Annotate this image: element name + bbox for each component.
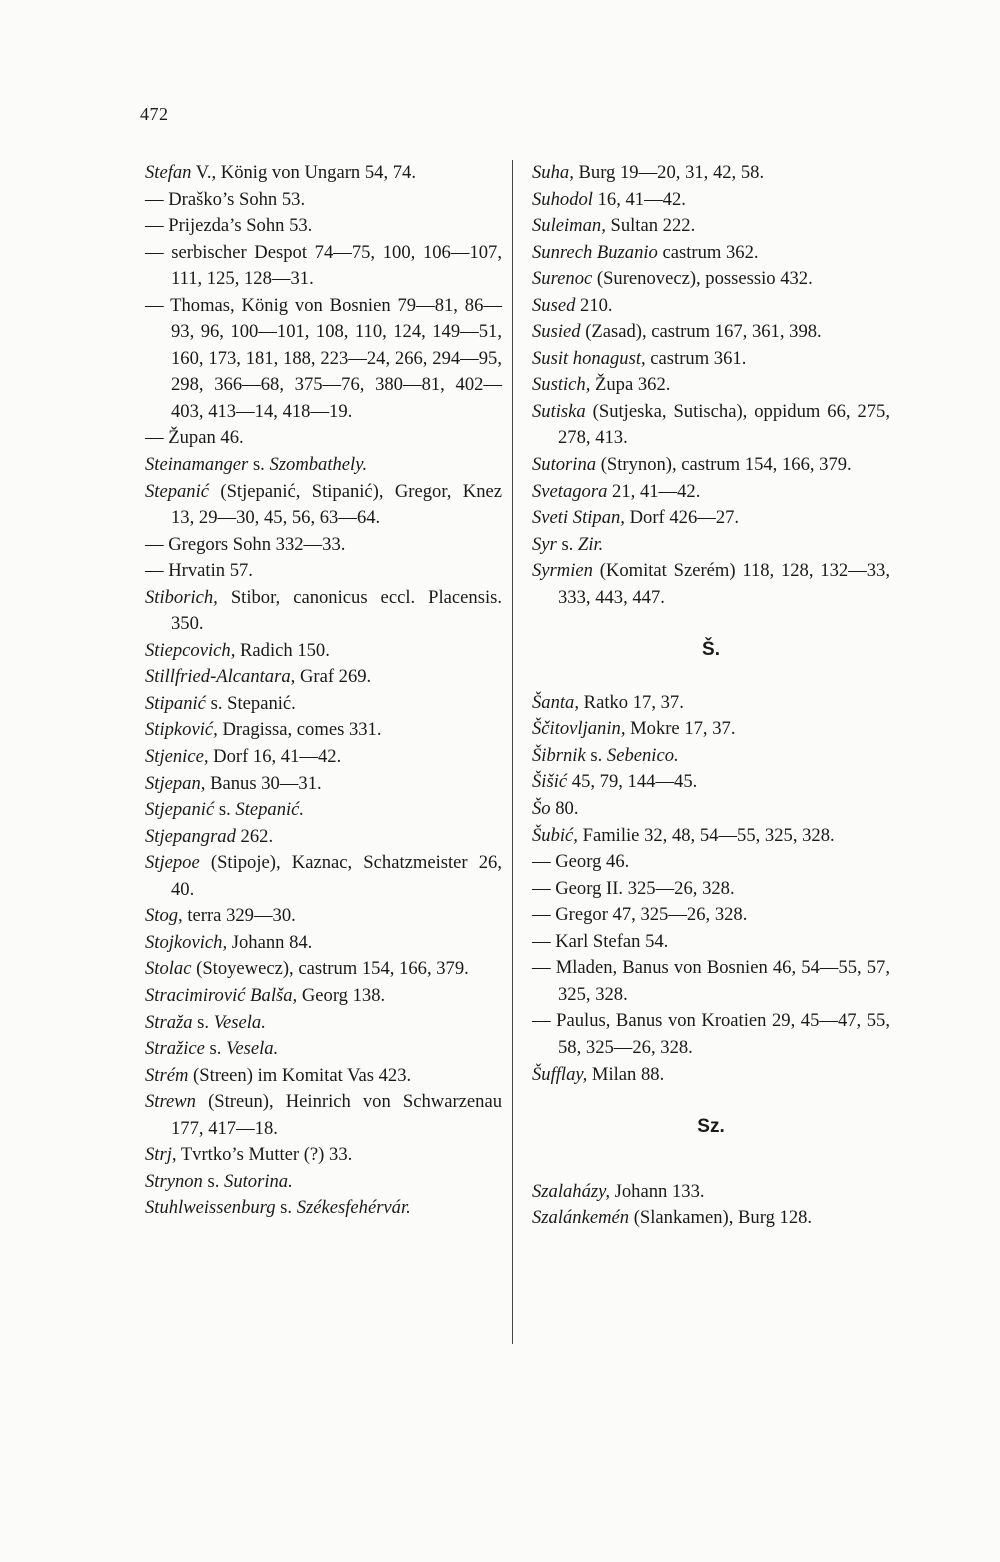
entry-keyword: Stražice	[145, 1038, 205, 1060]
index-group-s	[532, 160, 890, 611]
entry-text: (Streen) im Komitat Vas 423.	[188, 1064, 412, 1086]
index-entry	[145, 824, 502, 851]
entry-text: — Georg II. 325—26, 328.	[532, 877, 735, 899]
index-entry	[145, 213, 502, 240]
index-column-left	[145, 160, 502, 1222]
entry-keyword: Sutorina	[532, 454, 597, 476]
index-entry	[145, 479, 502, 532]
entry-keyword: Szalaházy,	[532, 1180, 610, 1202]
entry-keyword: Straža	[145, 1011, 193, 1033]
index-entry	[532, 558, 890, 611]
entry-text: — Gregor 47, 325—26, 328.	[532, 904, 748, 926]
entry-keyword: Stjenice,	[145, 746, 209, 768]
index-entry	[532, 372, 890, 399]
entry-text: 210.	[575, 294, 613, 316]
entry-keyword: Svetagora	[532, 480, 608, 502]
entry-text: Ratko 17, 37.	[579, 691, 684, 713]
entry-text: Radich 150.	[235, 639, 330, 661]
entry-keyword: Stepanić	[145, 480, 210, 502]
section-heading-sz: Sz.	[697, 1116, 725, 1138]
entry-keyword: Steinamanger	[145, 454, 249, 476]
entry-keyword: Stracimirović Balša,	[145, 984, 298, 1006]
entry-text: Dorf 16, 41—42.	[208, 746, 342, 768]
index-entry	[532, 346, 890, 373]
entry-keyword: Šufflay,	[532, 1063, 588, 1085]
entry-keyword: Stipanić	[145, 692, 206, 714]
entry-text: (Slankamen), Burg 128.	[629, 1207, 813, 1229]
entry-keyword: Šibrnik	[532, 744, 586, 766]
index-entry	[145, 1063, 502, 1090]
entry-text: — Paulus, Banus von Kroatien 29, 45—47, 55, 58, 325—26, 328.	[532, 1010, 890, 1058]
entry-cross-reference: Székesfehérvár.	[296, 1197, 411, 1219]
entry-text: Stibor, canonicus eccl. Placensis. 350.	[171, 586, 502, 635]
entry-text: — Hrvatin 57.	[145, 560, 253, 582]
entry-text: Mokre 17, 37.	[625, 718, 736, 740]
entry-keyword: Syr	[532, 533, 557, 555]
index-entry	[532, 1179, 890, 1206]
index-entry	[532, 929, 890, 956]
entry-text: Familie 32, 48, 54—55, 325, 328.	[577, 824, 835, 846]
index-entry	[145, 664, 502, 691]
entry-text: (Sutjeska, Sutischa), oppidum 66, 275, 278, 413.	[558, 400, 890, 449]
index-entry	[532, 769, 890, 796]
index-entry	[145, 983, 502, 1010]
index-entry	[145, 850, 502, 903]
entry-cross-reference: Vesela.	[213, 1011, 266, 1033]
entry-text: s.	[585, 744, 607, 766]
entry-keyword: Susit honagust,	[532, 347, 646, 369]
entry-keyword: Šo	[532, 798, 551, 820]
index-entry	[532, 902, 890, 929]
index-entry	[145, 1089, 502, 1142]
section-heading-s-caron: Š.	[702, 639, 720, 661]
index-entry	[145, 1010, 502, 1037]
entry-cross-reference: Vesela.	[226, 1038, 279, 1060]
index-entry	[532, 187, 890, 214]
index-entry	[532, 399, 890, 452]
entry-text: (Streun), Heinrich von Schwarzenau 177, 417—18.	[171, 1091, 502, 1139]
index-entry	[145, 187, 502, 214]
index-entry	[532, 876, 890, 903]
entry-text: s.	[556, 533, 578, 555]
index-group-sz	[532, 1179, 890, 1232]
entry-text: Milan 88.	[587, 1063, 665, 1085]
index-entry	[532, 505, 890, 532]
index-entry	[532, 452, 890, 479]
entry-cross-reference: Zir.	[577, 533, 604, 555]
index-entry	[145, 585, 502, 638]
entry-keyword: Sustich,	[532, 374, 591, 396]
entry-keyword: Stjepanić	[145, 799, 215, 821]
index-entry	[145, 930, 502, 957]
entry-keyword: Stjepangrad	[145, 825, 236, 847]
index-entry	[145, 1169, 502, 1196]
entry-text: — Prijezda’s Sohn 53.	[145, 215, 313, 237]
entry-text: Johann 133.	[610, 1180, 705, 1202]
index-entry	[145, 1142, 502, 1169]
entry-keyword: Sutiska	[532, 400, 586, 422]
index-entry	[145, 160, 502, 187]
entry-keyword: Šanta,	[532, 691, 580, 713]
entry-text: Georg 138.	[297, 984, 386, 1006]
index-entry	[532, 266, 890, 293]
entry-keyword: Stog,	[145, 905, 183, 927]
entry-keyword: Stolac	[145, 958, 192, 980]
entry-keyword: Ščitovljanin,	[532, 718, 626, 740]
entry-text: Sultan 222.	[605, 215, 696, 237]
entry-text: (Zasad), castrum 167, 361, 398.	[580, 321, 822, 343]
entry-text: Graf 269.	[295, 666, 372, 688]
entry-text: 80.	[550, 798, 579, 820]
entry-keyword: Susied	[532, 321, 581, 343]
index-entry	[145, 903, 502, 930]
entry-cross-reference: Szombathely.	[269, 454, 368, 476]
entry-keyword: Šišić	[532, 771, 568, 793]
entry-text: — Mladen, Banus von Bosnien 46, 54—55, 57, 325, 328.	[532, 957, 890, 1005]
index-entry	[532, 823, 890, 850]
entry-keyword: Stillfried-Alcantara,	[145, 666, 296, 688]
index-entry	[532, 1062, 890, 1089]
index-entry	[532, 690, 890, 717]
entry-text: 16, 41—42.	[592, 188, 686, 210]
entry-text: (Stoyewecz), castrum 154, 166, 379.	[191, 958, 469, 980]
index-entry	[532, 716, 890, 743]
entry-keyword: Stefan	[145, 162, 192, 183]
entry-keyword: Stojkovich,	[145, 931, 228, 953]
entry-text: Tvrtko’s Mutter (?) 33.	[176, 1144, 353, 1166]
entry-text: (Stipoje), Kaznac, Schatzmeister 26, 40.	[171, 852, 502, 900]
index-entry	[532, 213, 890, 240]
entry-text: terra 329—30.	[182, 905, 296, 927]
entry-keyword: Strynon	[145, 1170, 203, 1192]
entry-text: (Strynon), castrum 154, 166, 379.	[596, 454, 852, 476]
entry-text: s.	[275, 1197, 297, 1219]
entry-keyword: Strém	[145, 1064, 189, 1086]
index-entry	[145, 744, 502, 771]
entry-text: — Karl Stefan 54.	[532, 930, 669, 952]
page-number: 472	[140, 104, 169, 124]
index-entry	[532, 1008, 890, 1061]
index-entry	[145, 691, 502, 718]
entry-keyword: Suhodol	[532, 188, 593, 210]
index-entry	[145, 452, 502, 479]
entry-text: castrum 362.	[657, 241, 759, 263]
entry-keyword: Surenoc	[532, 268, 593, 290]
entry-cross-reference: Sutorina.	[224, 1170, 293, 1192]
entry-keyword: Stjepoe	[145, 852, 200, 874]
index-entry	[145, 956, 502, 983]
index-entry	[145, 717, 502, 744]
index-entry	[532, 319, 890, 346]
entry-text: Dorf 426—27.	[624, 507, 740, 529]
index-entry	[532, 955, 890, 1008]
entry-text: Burg 19—20, 31, 42, 58.	[573, 162, 765, 183]
entry-text: (Komitat Szerém) 118, 128, 132—33, 333, 443, 447.	[558, 560, 890, 608]
entry-text: 45, 79, 144—45.	[567, 771, 698, 793]
entry-keyword: Sveti Stipan,	[532, 507, 625, 529]
entry-keyword: Suleiman,	[532, 215, 606, 237]
entry-text: Župa 362.	[590, 374, 671, 396]
entry-text: (Stjepanić, Stipanić), Gregor, Knez 13, 29—30, 45, 56, 63—64.	[171, 480, 502, 529]
entry-keyword: Stiborich,	[145, 586, 218, 608]
index-entry	[145, 1195, 502, 1222]
entry-text: (Surenovecz), possessio 432.	[592, 268, 813, 290]
entry-keyword: Stuhlweissenburg	[145, 1197, 276, 1219]
entry-text: s.	[248, 454, 270, 476]
entry-keyword: Szalánkemén	[532, 1207, 630, 1229]
index-entry	[145, 240, 502, 293]
entry-keyword: Suha,	[532, 162, 574, 183]
entry-text: — Draško’s Sohn 53.	[145, 188, 306, 210]
entry-text: — serbischer Despot 74—75, 100, 106—107, 111, 125, 128—31.	[145, 241, 502, 290]
index-entry	[145, 425, 502, 452]
entry-text: — Župan 46.	[145, 427, 244, 449]
entry-text: s.	[202, 1170, 225, 1192]
entry-text: s.	[214, 799, 236, 821]
index-entry	[532, 796, 890, 823]
entry-text: s. Stepanić.	[205, 692, 296, 714]
index-entry	[532, 293, 890, 320]
index-entry	[145, 293, 502, 426]
index-entry	[532, 532, 890, 559]
entry-keyword: Stiepcovich,	[145, 639, 236, 661]
entry-text: 21, 41—42.	[607, 480, 701, 502]
entry-text: s.	[192, 1011, 214, 1033]
index-entry	[145, 771, 502, 798]
index-entry	[145, 1036, 502, 1063]
entry-text: Dragissa, comes 331.	[217, 719, 382, 741]
index-group-s-caron	[532, 690, 890, 1088]
entry-keyword: Sunrech Buzanio	[532, 241, 658, 263]
entry-text: — Gregors Sohn 332—33.	[145, 533, 346, 555]
entry-text: Banus 30—31.	[205, 772, 322, 794]
entry-text: V., König von Ungarn 54, 74.	[191, 162, 416, 183]
index-entry	[532, 160, 890, 187]
entry-keyword: Stipković,	[145, 719, 218, 741]
index-entry	[145, 558, 502, 585]
entry-keyword: Šubić,	[532, 824, 578, 846]
index-column-right	[532, 160, 890, 1232]
index-entry	[532, 1205, 890, 1232]
entry-keyword: Sused	[532, 294, 576, 316]
entry-keyword: Strewn	[145, 1091, 196, 1113]
entry-text: castrum 361.	[645, 347, 747, 369]
entry-text: — Thomas, König von Bosnien 79—81, 86—93, 96, 100—101, 108, 110, 124, 149—51, 160, 173, 181, 188, 223—24, 266, 294—95, 298, 366—68, 375—76, 380—81, 402—403, 413—14, 418—19.	[145, 294, 502, 422]
entry-cross-reference: Sebenico.	[606, 744, 679, 766]
column-divider	[512, 160, 513, 1344]
index-entry	[145, 797, 502, 824]
entry-keyword: Syrmien	[532, 560, 593, 582]
entry-keyword: Strj,	[145, 1144, 177, 1166]
entry-cross-reference: Stepanić.	[235, 799, 305, 821]
entry-text: s.	[204, 1038, 227, 1060]
index-entry	[532, 479, 890, 506]
index-entry	[145, 638, 502, 665]
index-entry	[145, 532, 502, 559]
index-entry	[532, 240, 890, 267]
entry-keyword: Stjepan,	[145, 772, 206, 794]
index-entry	[532, 849, 890, 876]
index-entry	[532, 743, 890, 770]
entry-text: 262.	[235, 825, 274, 847]
entry-text: Johann 84.	[227, 931, 313, 953]
entry-text: — Georg 46.	[532, 851, 630, 873]
